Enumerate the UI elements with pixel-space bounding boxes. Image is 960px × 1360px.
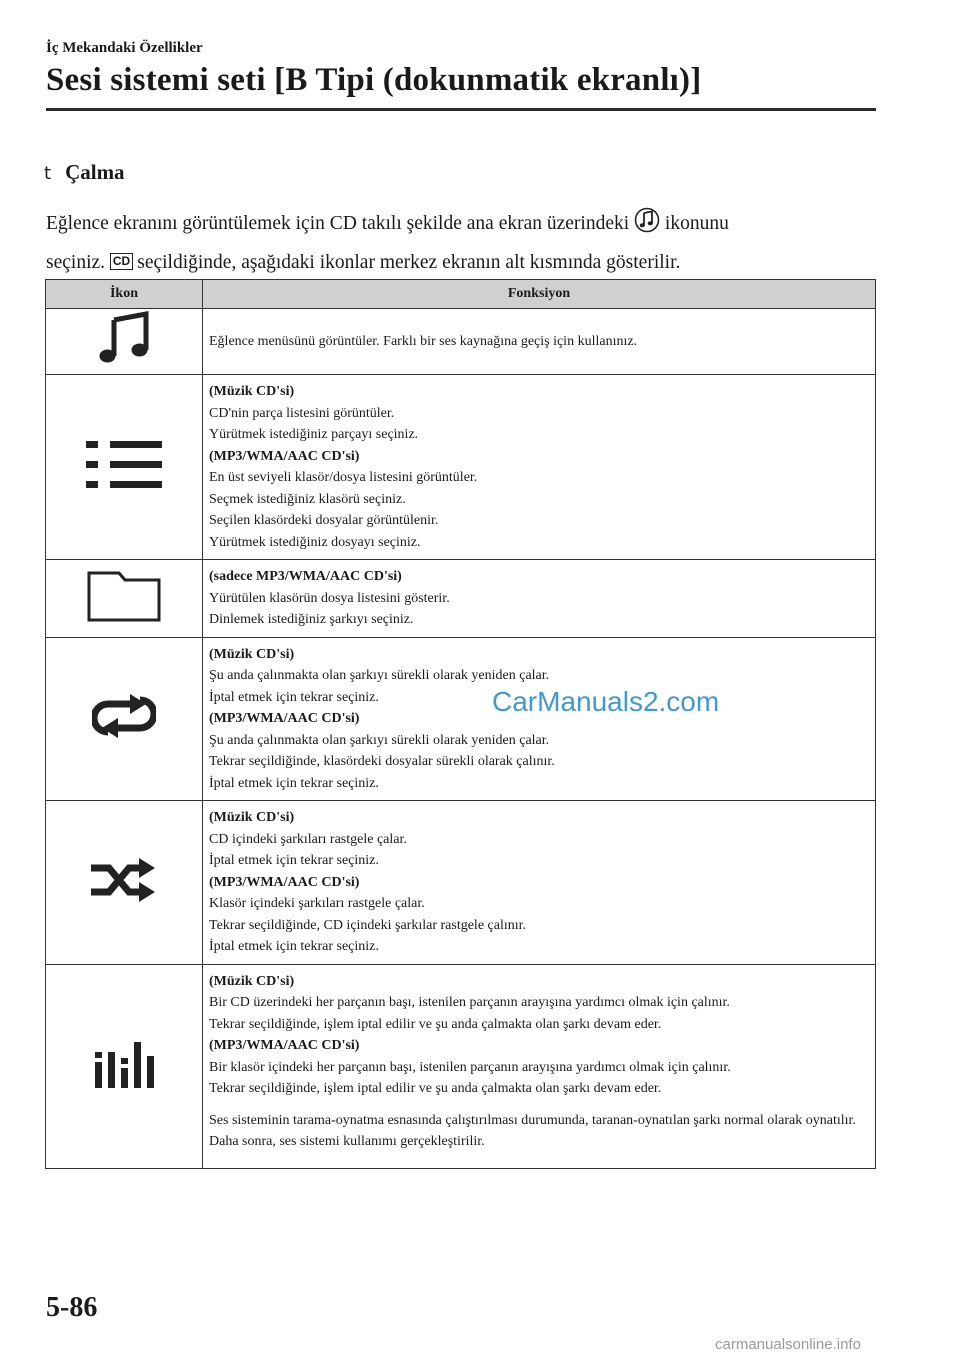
paragraph-gap (209, 1100, 867, 1110)
cd-type-label: (Müzik CD'si) (209, 973, 295, 989)
table-row (46, 801, 876, 965)
description-line: CD'nin parça listesini görüntüler. (209, 405, 395, 421)
description-line: Şu anda çalınmakta olan şarkıyı sürekli olarak yeniden çalar. (209, 732, 550, 748)
intro-text-1: Eğlence ekranını görüntülemek için CD takılı şekilde ana ekran üzerindeki (46, 213, 630, 234)
cd-type-label: (MP3/WMA/AAC CD'si) (209, 711, 360, 726)
description-line: Bir klasör içindeki her parçanın başı, istenilen parçanın arayışına yardımcı olmak için çalınır. (209, 1059, 731, 1075)
list-icon (84, 478, 164, 495)
bullet-marker: t (44, 163, 52, 184)
description-line: Ses sisteminin tarama-oynatma esnasında çalıştırılması durumunda, taranan-oynatılan şarkı normal olarak oynatılır. Daha sonra, ses sistemi kullanımı gerçekleştirilir. (209, 1112, 856, 1149)
description-line: Yürütülen klasörün dosya listesini gösterir. (209, 590, 450, 606)
function-description (203, 375, 876, 560)
icon-cell (46, 637, 203, 801)
icon-cell (46, 801, 203, 965)
description-line: Yürütmek istediğiniz parçayı seçiniz. (209, 427, 419, 442)
folder-icon (87, 609, 161, 626)
icon-cell (46, 560, 203, 638)
intro-text-2: ikonunu (664, 213, 729, 234)
music-note-icon (634, 206, 660, 246)
sub-heading (44, 160, 125, 185)
cd-type-label: (MP3/WMA/AAC CD'si) (209, 874, 360, 890)
description-line: İptal etmek için tekrar seçiniz. (209, 853, 379, 868)
intro-paragraph (46, 206, 876, 280)
sub-heading-text: Çalma (65, 160, 125, 184)
table-row (46, 309, 876, 375)
description-line: Eğlence menüsünü görüntüler. Farklı bir ses kaynağına geçiş için kullanınız. (209, 333, 638, 349)
description-line: Klasör içindeki şarkıları rastgele çalar. (209, 896, 425, 911)
cd-type-label: (Müzik CD'si) (209, 384, 295, 399)
function-description (203, 637, 876, 801)
table-row (46, 637, 876, 801)
function-description (203, 964, 876, 1168)
function-description (203, 560, 876, 638)
description-line: Şu anda çalınmakta olan şarkıyı sürekli olarak yeniden çalar. (209, 668, 550, 683)
scan-icon (93, 1077, 155, 1094)
description-line: Tekrar seçildiğinde, klasördeki dosyalar sürekli olarak çalınır. (209, 754, 555, 769)
description-line: En üst seviyeli klasör/dosya listesini görüntüler. (209, 470, 478, 485)
footer-site: carmanualsonline.info (715, 1336, 861, 1353)
description-line: Seçilen klasördeki dosyalar görüntülenir. (209, 513, 439, 528)
page-title: Sesi sistemi seti [B Tipi (dokunmatik ekranlı)] (46, 62, 702, 98)
title-rule (46, 108, 876, 111)
icon-cell (46, 309, 203, 375)
repeat-icon (92, 727, 156, 744)
function-table (45, 279, 876, 1169)
cd-type-label: (MP3/WMA/AAC CD'si) (209, 448, 360, 464)
function-description (203, 801, 876, 965)
description-line: Tekrar seçildiğinde, işlem iptal edilir ve şu anda çalmakta olan şarkı devam eder. (209, 1081, 662, 1096)
description-line: İptal etmek için tekrar seçiniz. (209, 939, 379, 954)
description-line: CD içindeki şarkıları rastgele çalar. (209, 831, 407, 847)
description-line: Bir CD üzerindeki her parçanın başı, istenilen parçanın arayışına yardımcı olmak için çalınır. (209, 995, 730, 1010)
header-function: Fonksiyon (203, 280, 876, 309)
watermark: CarManuals2.com (492, 686, 720, 717)
icon-cell (46, 964, 203, 1168)
cd-type-label: (MP3/WMA/AAC CD'si) (209, 1038, 360, 1053)
cd-icon: CD (110, 253, 133, 270)
description-line: Yürütmek istediğiniz dosyayı seçiniz. (209, 534, 421, 550)
description-line: Dinlemek istediğiniz şarkıyı seçiniz. (209, 612, 414, 627)
description-line: Tekrar seçildiğinde, işlem iptal edilir ve şu anda çalmakta olan şarkı devam eder. (209, 1016, 662, 1032)
description-line: Seçmek istediğiniz klasörü seçiniz. (209, 491, 406, 507)
table-row (46, 560, 876, 638)
table-row (46, 964, 876, 1168)
section-label: İç Mekandaki Özellikler (46, 40, 203, 56)
music-note-icon (94, 355, 154, 372)
cd-type-label: (Müzik CD'si) (209, 646, 295, 662)
function-description (203, 309, 876, 375)
header-icon: İkon (46, 280, 203, 309)
intro-text-4: seçildiğinde, aşağıdaki ikonlar merkez ekranın alt kısmında gösterilir. (137, 252, 681, 273)
description-line: Tekrar seçildiğinde, CD içindeki şarkılar rastgele çalınır. (209, 917, 527, 933)
description-line: İptal etmek için tekrar seçiniz. (209, 689, 379, 705)
shuffle-icon (89, 891, 159, 908)
intro-text-3: seçiniz. (46, 252, 106, 273)
page-number: 5-86 (46, 1292, 98, 1323)
description-line: İptal etmek için tekrar seçiniz. (209, 775, 379, 791)
cd-type-label: (sadece MP3/WMA/AAC CD'si) (209, 569, 402, 584)
table-row (46, 375, 876, 560)
icon-cell (46, 375, 203, 560)
cd-type-label: (Müzik CD'si) (209, 810, 295, 825)
